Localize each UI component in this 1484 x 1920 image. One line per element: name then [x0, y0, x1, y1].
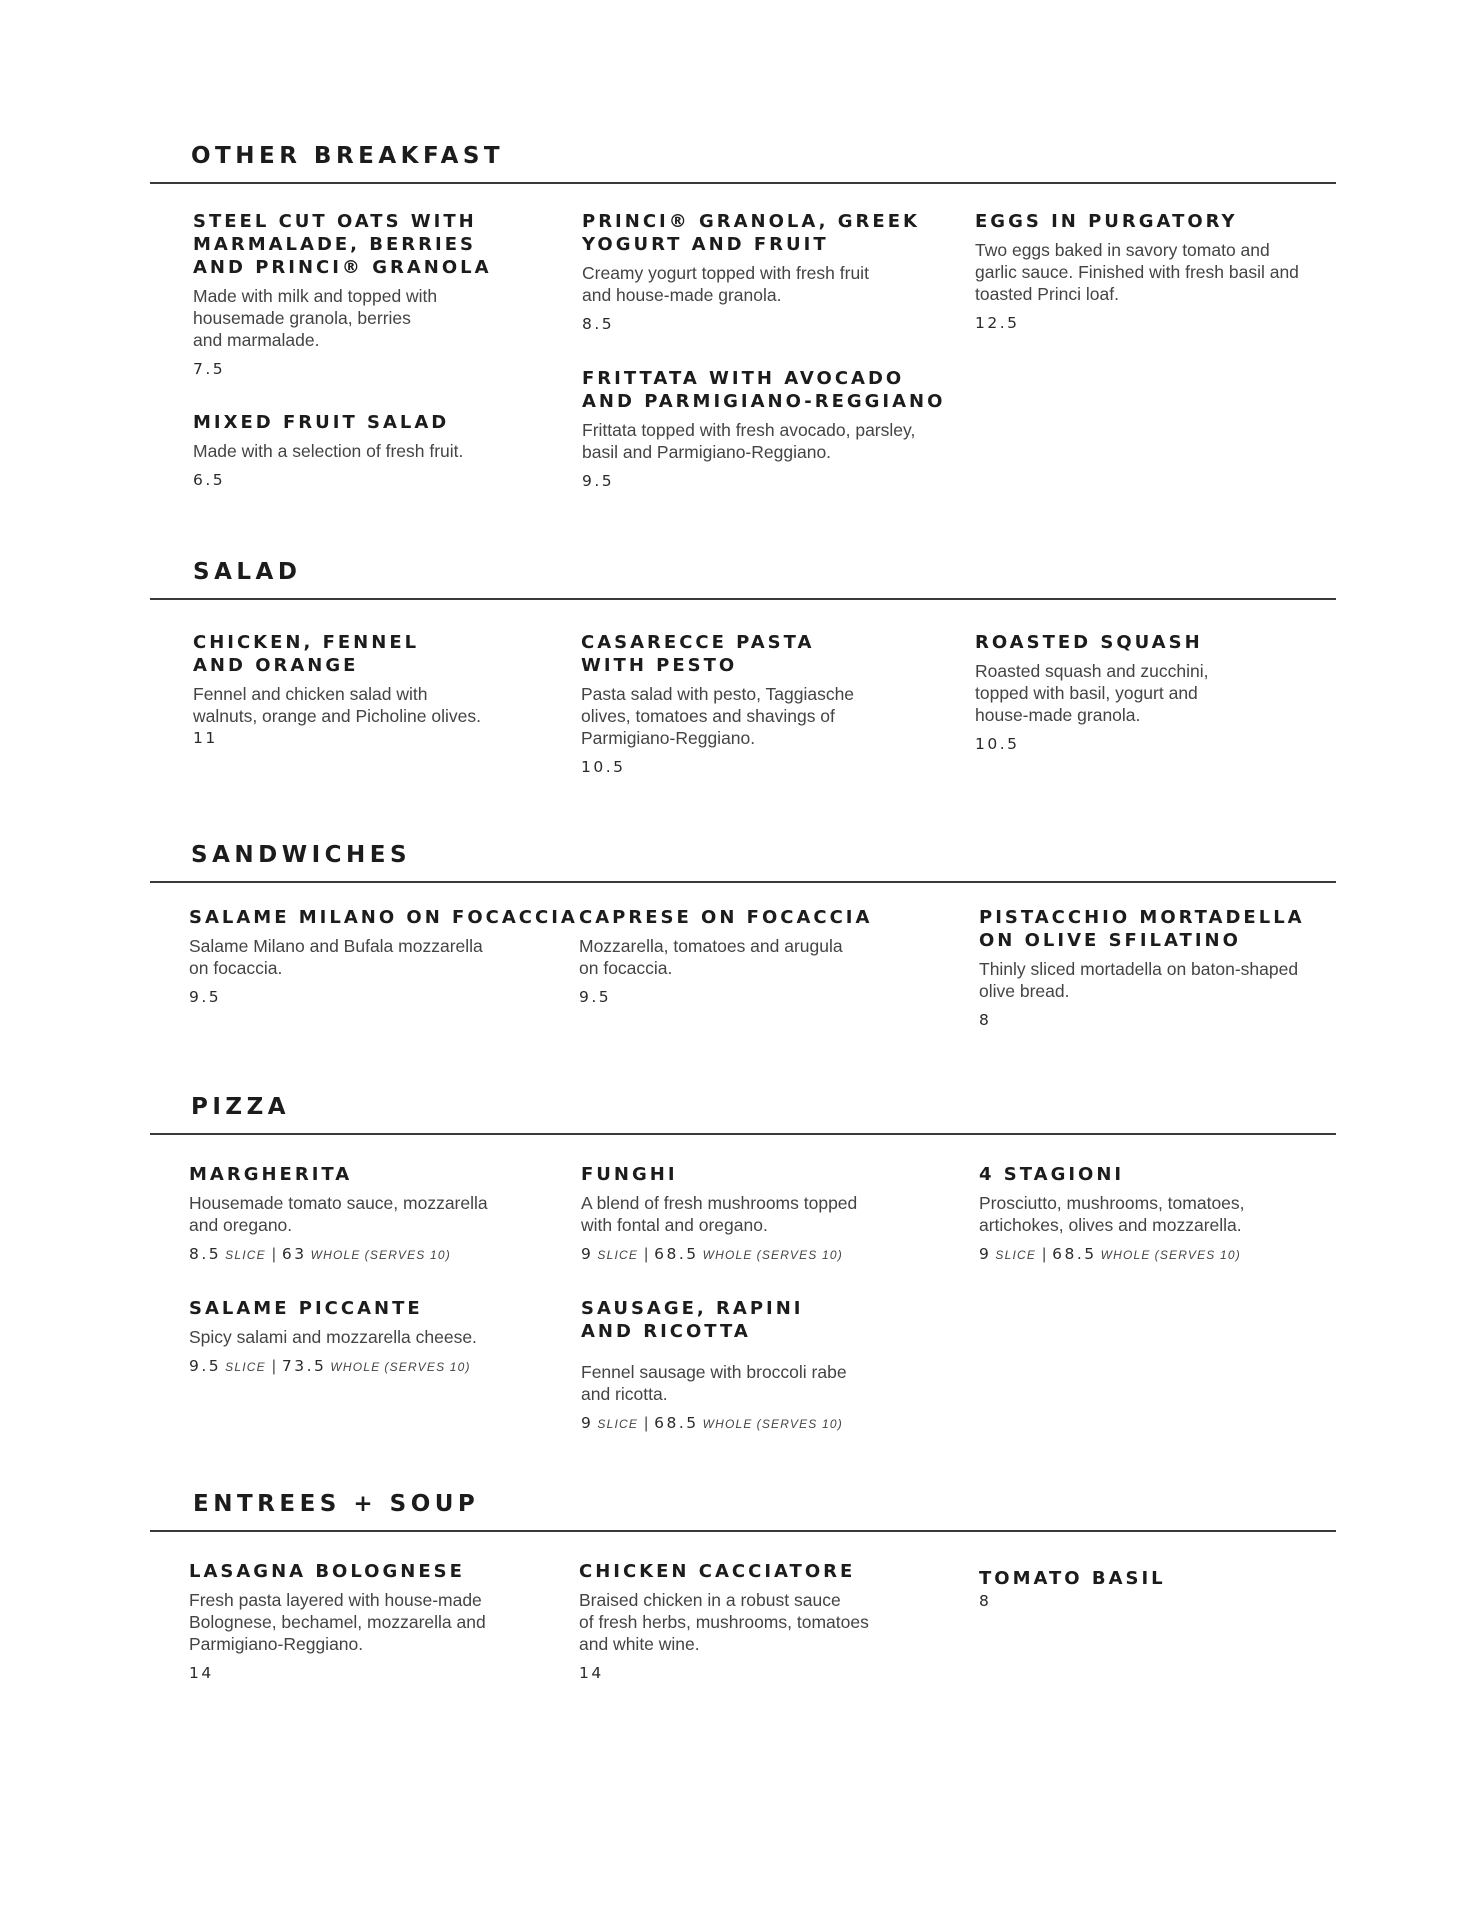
- price-slice: 9: [581, 1245, 594, 1263]
- item-description-line: Made with milk and topped with: [193, 286, 438, 306]
- item-name-line: YOGURT AND FRUIT: [582, 234, 829, 255]
- menu-item-4-stagioni: [979, 1163, 1245, 1264]
- item-description-line: Fresh pasta layered with house-made: [189, 1590, 482, 1610]
- item-name-line: SAUSAGE, RAPINI: [581, 1298, 804, 1319]
- item-description-line: Fennel sausage with broccoli rabe: [581, 1362, 847, 1382]
- item-name-line: CASARECCE PASTA: [581, 632, 815, 653]
- menu-item-chicken-cacciatore: [579, 1560, 869, 1682]
- item-description-line: Salame Milano and Bufala mozzarella: [189, 936, 483, 956]
- item-description: [582, 262, 920, 306]
- item-description: [975, 660, 1208, 726]
- slice-label: SLICE: [597, 1417, 639, 1431]
- price-slice: 9: [581, 1414, 594, 1432]
- item-description-line: artichokes, olives and mozzarella.: [979, 1215, 1242, 1235]
- item-description: [189, 1192, 488, 1236]
- section-divider: [150, 881, 1336, 883]
- item-name: [189, 1297, 477, 1320]
- item-name: [979, 906, 1305, 952]
- item-description-line: house-made granola.: [975, 705, 1141, 725]
- item-price: 8.5: [582, 315, 615, 333]
- item-description-line: walnuts, orange and Picholine olives.: [193, 706, 481, 726]
- section-divider: [150, 1530, 1336, 1532]
- serves-label: (SERVES 10): [756, 1248, 843, 1262]
- section-divider: [150, 598, 1336, 600]
- menu-item-lasagna-bolognese: [189, 1560, 486, 1682]
- item-price: 8: [979, 1592, 992, 1610]
- menu-item-mixed-fruit-salad: [193, 411, 463, 489]
- menu-item-roasted-squash: [975, 631, 1208, 753]
- serves-label: (SERVES 10): [756, 1417, 843, 1431]
- item-price: 10.5: [975, 735, 1020, 753]
- item-description-line: toasted Princi loaf.: [975, 284, 1119, 304]
- item-price: [189, 1357, 477, 1376]
- section-divider: [150, 1133, 1336, 1135]
- item-name: [193, 210, 492, 279]
- item-name: [979, 1163, 1245, 1186]
- menu-item-chicken-fennel-orange: [193, 631, 481, 747]
- section-title-pizza: PIZZA: [191, 1094, 291, 1120]
- section-title-entrees: ENTREES + SOUP: [193, 1491, 480, 1517]
- item-name-line: FRITTATA WITH AVOCADO: [582, 368, 905, 389]
- price-whole: 63: [281, 1245, 307, 1263]
- menu-item-caprese: [579, 906, 872, 1006]
- item-name-line: FUNGHI: [581, 1164, 678, 1185]
- menu-item-frittata: [582, 367, 945, 490]
- price-whole: 73.5: [281, 1357, 327, 1375]
- item-name-line: AND PARMIGIANO-REGGIANO: [582, 391, 946, 412]
- item-description: [581, 683, 854, 749]
- item-price: 11: [193, 729, 218, 747]
- item-name-line: ON OLIVE SFILATINO: [979, 930, 1241, 951]
- item-name: [189, 1560, 486, 1583]
- item-name-line: CHICKEN CACCIATORE: [579, 1561, 856, 1582]
- whole-label: WHOLE: [702, 1417, 753, 1431]
- item-description-line: on focaccia.: [189, 958, 283, 978]
- menu-item-eggs-in-purgatory: [975, 210, 1299, 332]
- menu-item-steel-cut-oats: [193, 210, 492, 378]
- item-name: [579, 1560, 869, 1583]
- item-name-line: LASAGNA BOLOGNESE: [189, 1561, 465, 1582]
- item-description: [581, 1192, 857, 1236]
- item-description-line: olives, tomatoes and shavings of: [581, 706, 835, 726]
- item-description-line: with fontal and oregano.: [581, 1215, 768, 1235]
- item-name-line: STEEL CUT OATS WITH: [193, 211, 477, 232]
- item-description-line: and oregano.: [189, 1215, 293, 1235]
- item-name-line: MARMALADE, BERRIES: [193, 234, 476, 255]
- price-separator: |: [644, 1246, 649, 1263]
- price-separator: |: [271, 1358, 276, 1375]
- item-description-line: Thinly sliced mortadella on baton-shaped: [979, 959, 1299, 979]
- slice-label: SLICE: [225, 1248, 266, 1262]
- item-description-line: Pasta salad with pesto, Taggiasche: [581, 684, 855, 704]
- item-price: [979, 1245, 1245, 1264]
- slice-label: SLICE: [225, 1360, 266, 1374]
- menu-item-salame-milano: [189, 906, 578, 1006]
- item-price: [189, 1245, 488, 1264]
- slice-label: SLICE: [995, 1248, 1037, 1262]
- item-description-line: and marmalade.: [193, 330, 320, 350]
- item-name-line: CAPRESE ON FOCACCIA: [579, 907, 873, 928]
- price-slice: 9: [979, 1245, 992, 1263]
- item-price: 14: [189, 1664, 214, 1682]
- item-description-line: Spicy salami and mozzarella cheese.: [189, 1327, 477, 1347]
- slice-label: SLICE: [597, 1248, 639, 1262]
- item-description-line: on focaccia.: [579, 958, 673, 978]
- item-description-line: and white wine.: [579, 1634, 700, 1654]
- menu-item-princi-granola: [582, 210, 920, 333]
- item-description-line: topped with basil, yogurt and: [975, 683, 1198, 703]
- item-description: [189, 935, 578, 979]
- price-separator: |: [1042, 1246, 1047, 1263]
- item-name-line: AND PRINCI® GRANOLA: [193, 257, 492, 278]
- item-description-line: housemade granola, berries: [193, 308, 411, 328]
- whole-label: WHOLE: [310, 1248, 361, 1262]
- whole-label: WHOLE: [702, 1248, 753, 1262]
- section-divider: [150, 182, 1336, 184]
- item-description: [979, 958, 1305, 1002]
- price-separator: |: [644, 1415, 649, 1432]
- item-name-line: MIXED FRUIT SALAD: [193, 412, 450, 433]
- item-description-line: olive bread.: [979, 981, 1070, 1001]
- item-name-line: TOMATO BASIL: [979, 1568, 1166, 1589]
- item-description-line: Parmigiano-Reggiano.: [581, 728, 756, 748]
- item-name: [579, 906, 872, 929]
- item-price: 6.5: [193, 471, 226, 489]
- item-name: [581, 1297, 847, 1343]
- item-name-line: SALAME MILANO ON FOCACCIA: [189, 907, 578, 928]
- item-description-line: Prosciutto, mushrooms, tomatoes,: [979, 1193, 1245, 1213]
- price-slice: 9.5: [189, 1357, 222, 1375]
- item-description-line: Creamy yogurt topped with fresh fruit: [582, 263, 869, 283]
- item-name: [189, 906, 578, 929]
- item-name: [193, 631, 481, 677]
- item-description: [193, 285, 492, 351]
- serves-label: (SERVES 10): [1154, 1248, 1241, 1262]
- item-name: [975, 210, 1299, 233]
- item-description-line: of fresh herbs, mushrooms, tomatoes: [579, 1612, 869, 1632]
- item-description-line: Housemade tomato sauce, mozzarella: [189, 1193, 488, 1213]
- item-description: [579, 1589, 869, 1655]
- item-name-line: CHICKEN, FENNEL: [193, 632, 420, 653]
- price-separator: |: [271, 1246, 276, 1263]
- item-name: [189, 1163, 488, 1186]
- whole-label: WHOLE: [1100, 1248, 1151, 1262]
- item-description: [579, 935, 872, 979]
- menu-item-pistacchio-mortadella: [979, 906, 1305, 1029]
- serves-label: (SERVES 10): [384, 1360, 471, 1374]
- item-description: [975, 239, 1299, 305]
- item-price: 9.5: [582, 472, 615, 490]
- item-description-line: basil and Parmigiano-Reggiano.: [582, 442, 832, 462]
- item-description-line: Bolognese, bechamel, mozzarella and: [189, 1612, 486, 1632]
- item-description-line: Made with a selection of fresh fruit.: [193, 441, 464, 461]
- item-description: [581, 1361, 847, 1405]
- item-price: 9.5: [579, 988, 612, 1006]
- item-name-line: 4 STAGIONI: [979, 1164, 1125, 1185]
- price-whole: 68.5: [1052, 1245, 1097, 1263]
- section-title-breakfast: OTHER BREAKFAST: [191, 143, 505, 169]
- item-name-line: SALAME PICCANTE: [189, 1298, 423, 1319]
- item-description: [193, 683, 481, 727]
- menu-item-funghi: [581, 1163, 857, 1264]
- item-price: 9.5: [189, 988, 222, 1006]
- item-description-line: Two eggs baked in savory tomato and: [975, 240, 1270, 260]
- price-whole: 68.5: [654, 1414, 699, 1432]
- item-price: 14: [579, 1664, 604, 1682]
- section-title-sandwiches: SANDWICHES: [191, 842, 412, 868]
- menu-item-salame-piccante: [189, 1297, 477, 1376]
- item-name-line: AND RICOTTA: [581, 1321, 751, 1342]
- item-description-line: Mozzarella, tomatoes and arugula: [579, 936, 843, 956]
- price-slice: 8.5: [189, 1245, 222, 1263]
- item-description-line: and ricotta.: [581, 1384, 668, 1404]
- serves-label: (SERVES 10): [364, 1248, 451, 1262]
- item-name: [193, 411, 463, 434]
- item-description-line: garlic sauce. Finished with fresh basil and: [975, 262, 1299, 282]
- item-description: [193, 440, 463, 462]
- menu-item-casarecce-pasta: [581, 631, 854, 776]
- item-description: [189, 1589, 486, 1655]
- item-description: [979, 1192, 1245, 1236]
- item-name-line: MARGHERITA: [189, 1164, 353, 1185]
- item-name-line: WITH PESTO: [581, 655, 738, 676]
- item-description-line: and house-made granola.: [582, 285, 782, 305]
- item-description: [582, 419, 945, 463]
- item-name-line: EGGS IN PURGATORY: [975, 211, 1238, 232]
- item-price: 12.5: [975, 314, 1020, 332]
- item-description-line: Frittata topped with fresh avocado, parsley,: [582, 420, 916, 440]
- item-description-line: Parmigiano-Reggiano.: [189, 1634, 364, 1654]
- item-description: [189, 1326, 477, 1348]
- item-name-line: ROASTED SQUASH: [975, 632, 1203, 653]
- item-description-line: Fennel and chicken salad with: [193, 684, 428, 704]
- item-name: [581, 1163, 857, 1186]
- item-price: 7.5: [193, 360, 226, 378]
- item-description-line: Roasted squash and zucchini,: [975, 661, 1209, 681]
- item-price: [581, 1414, 847, 1433]
- item-price: [581, 1245, 857, 1264]
- item-name-line: PRINCI® GRANOLA, GREEK: [582, 211, 920, 232]
- item-description-line: Braised chicken in a robust sauce: [579, 1590, 841, 1610]
- whole-label: WHOLE: [330, 1360, 381, 1374]
- item-price: 10.5: [581, 758, 626, 776]
- item-name: [582, 210, 920, 256]
- price-whole: 68.5: [654, 1245, 699, 1263]
- item-name-line: PISTACCHIO MORTADELLA: [979, 907, 1305, 928]
- item-name-line: AND ORANGE: [193, 655, 359, 676]
- item-name: [581, 631, 854, 677]
- menu-item-tomato-basil: [979, 1567, 1166, 1610]
- item-description-line: A blend of fresh mushrooms topped: [581, 1193, 858, 1213]
- item-name: [979, 1567, 1166, 1590]
- item-name: [582, 367, 945, 413]
- item-name: [975, 631, 1208, 654]
- menu-item-sausage-rapini-ricotta: [581, 1297, 847, 1433]
- menu-item-margherita: [189, 1163, 488, 1264]
- item-price: 8: [979, 1011, 992, 1029]
- section-title-salad: SALAD: [193, 559, 302, 585]
